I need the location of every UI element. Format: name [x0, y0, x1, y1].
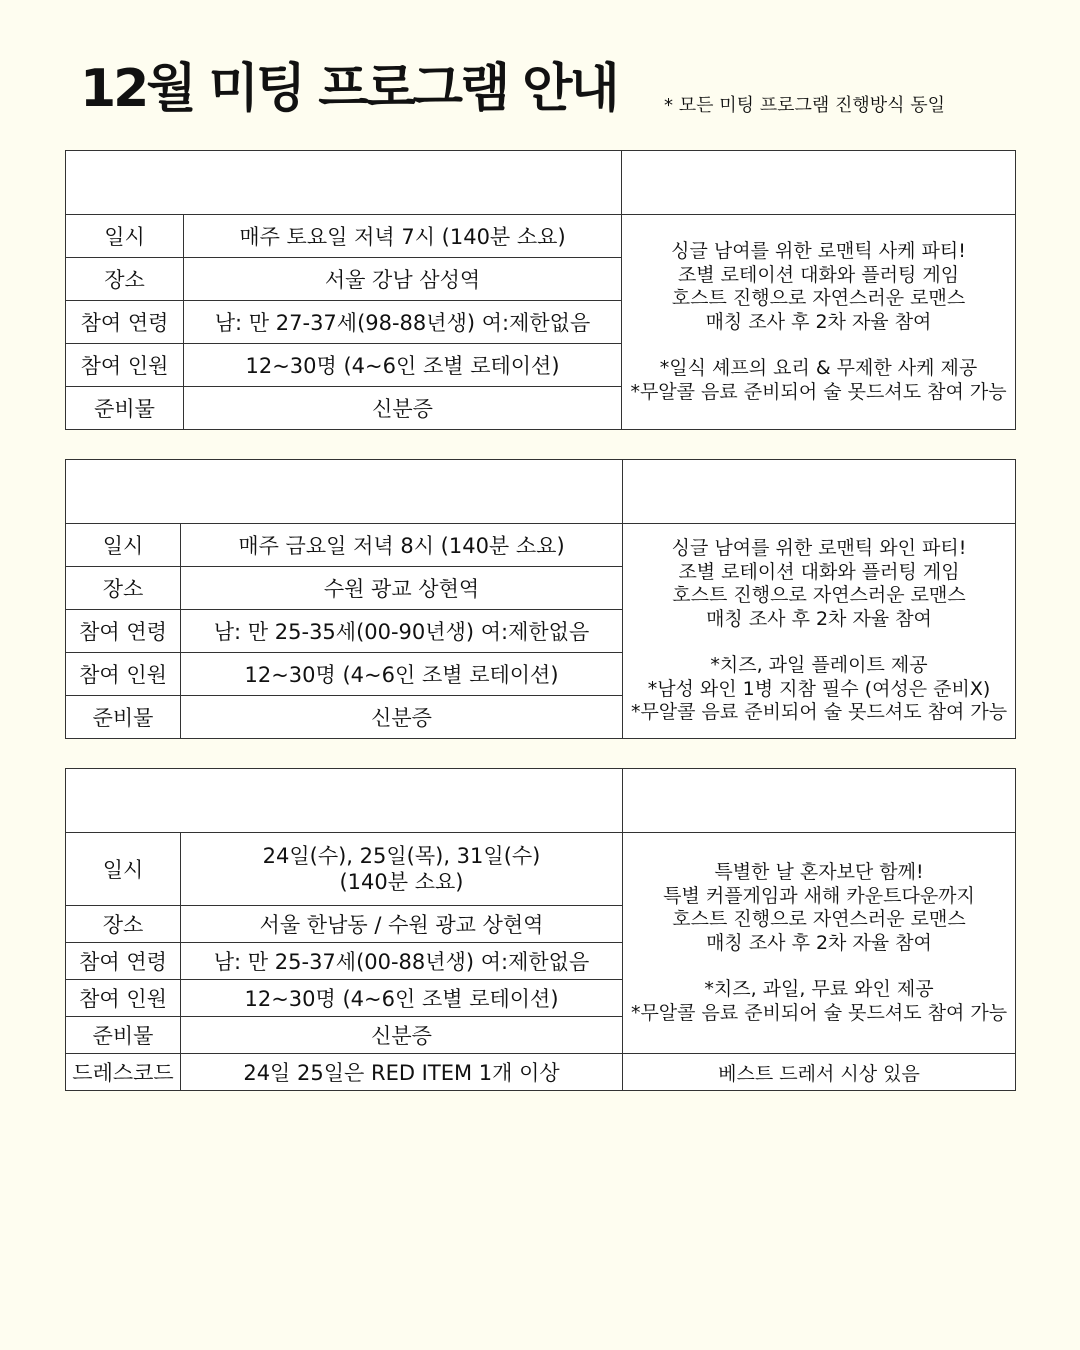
date-line: 24일(수), 25일(목), 31일(수) — [262, 844, 541, 868]
table-row — [66, 833, 1016, 906]
row-label: 참여 연령 — [66, 610, 181, 653]
row-value: 남: 만 25-35세(00-90년생) 여:제한없음 — [181, 610, 623, 653]
date-line: (140분 소요) — [339, 870, 464, 894]
row-label: 일시 — [66, 524, 181, 567]
row-label: 준비물 — [66, 387, 184, 430]
wine-method-header: 미팅 방식 — [623, 460, 1016, 524]
method-line: 특별 커플게임과 새해 카운트다운까지 — [663, 884, 975, 907]
row-label: 참여 인원 — [66, 344, 184, 387]
method-note: *치즈, 과일, 무료 와인 제공 — [704, 978, 934, 1000]
row-value: 12~30명 (4~6인 조별 로테이션) — [181, 980, 623, 1017]
row-value: 수원 광교 상현역 — [181, 567, 623, 610]
row-label: 준비물 — [66, 1017, 181, 1054]
table-row — [66, 1054, 1016, 1091]
table-row — [66, 524, 1016, 567]
method-line: 매칭 조사 후 2차 자율 참여 — [706, 607, 932, 630]
method-note: *일식 셰프의 요리 & 무제한 사케 제공 — [659, 357, 978, 379]
row-label: 일시 — [66, 215, 184, 258]
program-note: * 모든 미팅 프로그램 진행방식 동일 — [664, 95, 946, 116]
row-value-date — [181, 833, 623, 906]
sake-party-title: 사케시그널 미팅 파티 — [66, 151, 622, 215]
method-line: 호스트 진행으로 자연스러운 로맨스 — [672, 908, 966, 930]
sake-method-header: 미팅 방식 — [622, 151, 1016, 215]
yearend-party-title: 연말 특별 미팅 파티 — [66, 769, 623, 833]
yearend-party-table — [65, 768, 1016, 1091]
row-label: 참여 연령 — [66, 301, 184, 344]
method-note: *무알콜 음료 준비되어 술 못드셔도 참여 가능 — [630, 1001, 1008, 1024]
yearend-method-cell — [623, 833, 1016, 1054]
row-value: 12~30명 (4~6인 조별 로테이션) — [181, 653, 623, 696]
row-value: 남: 만 25-37세(00-88년생) 여:제한없음 — [181, 943, 623, 980]
wine-party-title: 와인시그널 미팅 파티 — [66, 460, 623, 524]
method-line: 조별 로테이션 대화와 플러팅 게임 — [677, 263, 960, 286]
row-value: 24일 25일은 RED ITEM 1개 이상 — [181, 1054, 623, 1091]
wine-party-table — [65, 459, 1016, 739]
row-label: 참여 인원 — [66, 653, 181, 696]
method-line: 조별 로테이션 대화와 플러팅 게임 — [678, 560, 960, 583]
method-line: 싱글 남여를 위한 로맨틱 사케 파티! — [671, 240, 966, 262]
row-value: 남: 만 27-37세(98-88년생) 여:제한없음 — [184, 301, 622, 344]
page-title: 12월 미팅 프로그램 안내 — [80, 59, 617, 119]
method-line: 호스트 진행으로 자연스러운 로맨스 — [672, 584, 966, 607]
row-value: 서울 한남동 / 수원 광교 상현역 — [181, 906, 623, 943]
row-value: 신분증 — [181, 696, 623, 739]
row-value: 매주 토요일 저녁 7시 (140분 소요) — [184, 215, 622, 258]
dresscode-note: 베스트 드레서 시상 있음 — [623, 1054, 1016, 1091]
row-value: 신분증 — [181, 1017, 623, 1054]
row-label: 준비물 — [66, 696, 181, 739]
row-value: 매주 금요일 저녁 8시 (140분 소요) — [181, 524, 623, 567]
row-value: 12~30명 (4~6인 조별 로테이션) — [184, 344, 622, 387]
method-line: 호스트 진행으로 자연스러운 로맨스 — [671, 287, 966, 309]
row-label: 참여 연령 — [66, 943, 181, 980]
row-value: 서울 강남 삼성역 — [184, 258, 622, 301]
method-line: 매칭 조사 후 2차 자율 참여 — [706, 931, 932, 954]
method-note: *남성 와인 1병 지참 필수 (여성은 준비X) — [647, 677, 991, 700]
row-value: 신분증 — [184, 387, 622, 430]
wine-method-cell — [623, 524, 1016, 739]
row-label: 장소 — [66, 567, 181, 610]
row-label: 장소 — [66, 258, 184, 301]
method-note: *무알콜 음료 준비되어 술 못드셔도 참여 가능 — [630, 380, 1007, 403]
row-label: 일시 — [66, 833, 181, 906]
row-label: 장소 — [66, 906, 181, 943]
row-label: 드레스코드 — [66, 1054, 181, 1091]
method-line: 싱글 남여를 위한 로맨틱 와인 파티! — [671, 537, 967, 560]
method-note: *무알콜 음료 준비되어 술 못드셔도 참여 가능 — [630, 701, 1008, 724]
method-line: 특별한 날 혼자보단 함께! — [714, 861, 924, 883]
sake-method-cell — [622, 215, 1016, 430]
method-note: *치즈, 과일 플레이트 제공 — [710, 654, 928, 677]
method-line: 매칭 조사 후 2차 자율 참여 — [705, 310, 932, 333]
table-row — [66, 215, 1016, 258]
sake-party-table — [65, 150, 1016, 430]
row-label: 참여 인원 — [66, 980, 181, 1017]
yearend-method-header: 미팅 방식 — [623, 769, 1016, 833]
